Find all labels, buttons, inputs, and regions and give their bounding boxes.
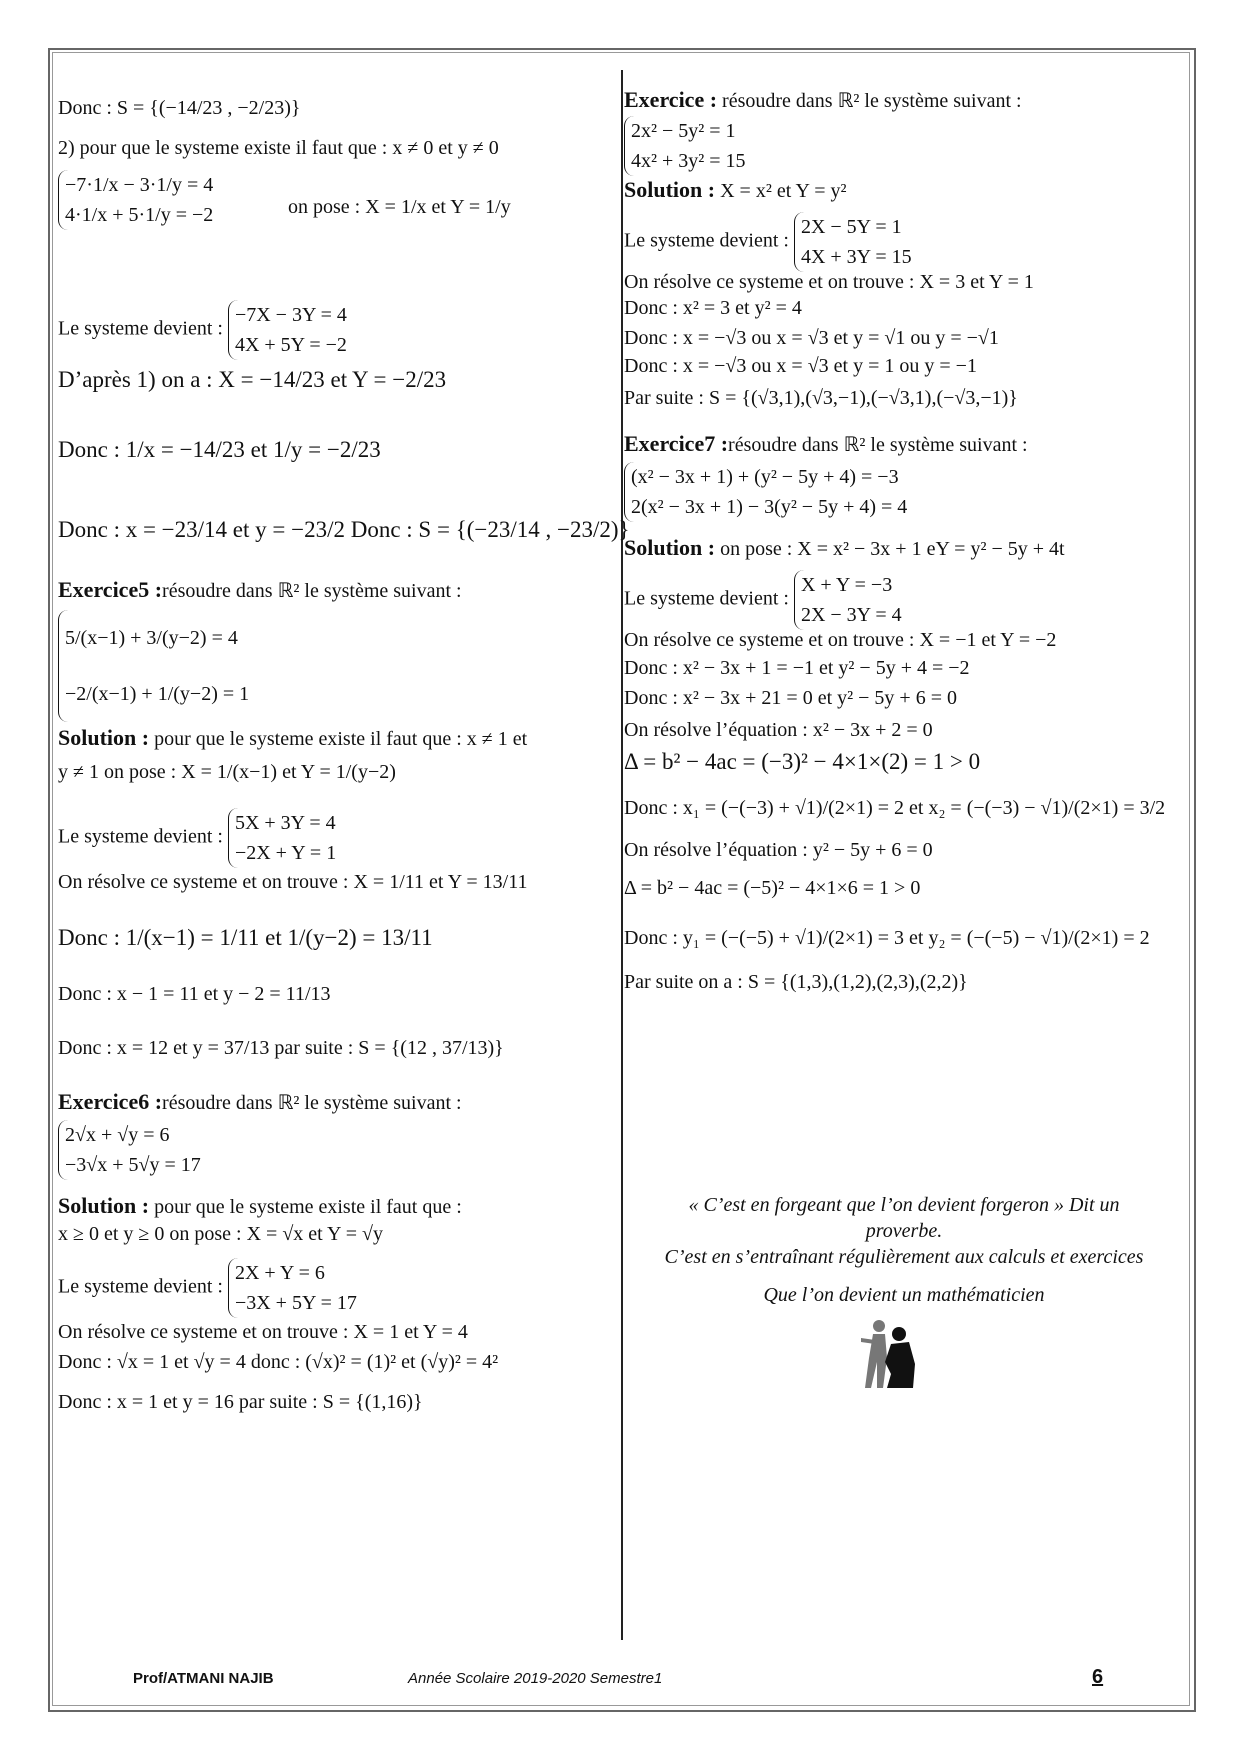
system-r1: 2x² − 5y² = 1 4x² + 3y² = 15 xyxy=(624,116,746,176)
result5-line: Donc : x = 12 et y = 37/13 par suite : S = {(12 , 37/13)} xyxy=(58,1037,504,1059)
system-5: 2√x + √y = 6 −3√x + 5√y = 17 xyxy=(58,1120,201,1180)
column-divider xyxy=(621,70,623,1640)
quote-line-1: « C’est en forgeant que l’on devient forgeron » Dit un xyxy=(688,1194,1120,1216)
trouve-r-line: On résolve ce systeme et on trouve : X = 3 et Y = 1 xyxy=(624,271,1034,293)
system-r2-line: Le systeme devient : 2X − 5Y = 1 4X + 3Y = 15 xyxy=(624,212,912,272)
system-1: −7·1/x − 3·1/y = 4 4·1/x + 5·1/y = −2 xyxy=(58,170,213,230)
trouve7-line: On résolve ce systeme et on trouve : X = −1 et Y = −2 xyxy=(624,629,1057,651)
quote-line-3: C’est en s’entraînant régulièrement aux calculs et exercices xyxy=(664,1246,1144,1268)
trouve5-line: On résolve ce systeme et on trouve : X = 1/11 et Y = 13/11 xyxy=(58,871,528,893)
system-r4-line: Le systeme devient : X + Y = −3 2X − 3Y = 4 xyxy=(624,570,902,630)
substitution-line: on pose : X = 1/x et Y = 1/y xyxy=(288,196,511,218)
solution7-line: Solution : on pose : X = x² − 3x + 1 eY = y² − 5y + 4t xyxy=(624,535,1065,560)
pose6-line: x ≥ 0 et y ≥ 0 on pose : X = √x et Y = √y xyxy=(58,1223,383,1245)
inverse-line: Donc : 1/x = −14/23 et 1/y = −2/23 xyxy=(58,437,381,462)
solution-set-line: Donc : S = {(−14/23 , −2/23)} xyxy=(58,97,301,119)
page-number: 6 xyxy=(1092,1666,1104,1688)
apres-line: D’après 1) on a : X = −14/23 et Y = −2/23 xyxy=(58,367,447,392)
exercice-heading: Exercice : résoudre dans ℝ² le système suivant : xyxy=(624,87,1022,112)
delta-x-line: Δ = b² − 4ac = (−3)² − 4×1×(2) = 1 > 0 xyxy=(624,749,981,774)
quote-line-2: proverbe. xyxy=(865,1220,943,1242)
condition-line: 2) pour que le systeme existe il faut que : x ≠ 0 et y ≠ 0 xyxy=(58,137,499,159)
solution5-line: Solution : pour que le systeme existe il faut que : x ≠ 1 et xyxy=(58,725,528,750)
donc-r2-line: Donc : x = −√3 ou x = √3 et y = √1 ou y = −√1 xyxy=(624,327,999,349)
donc7b-line: Donc : x² − 3x + 21 = 0 et y² − 5y + 6 = 0 xyxy=(624,687,957,709)
final-set-line: Par suite on a : S = {(1,3),(1,2),(2,3),(2,2)} xyxy=(624,971,968,993)
donc-r3-line: Donc : x = −√3 ou x = √3 et y = 1 ou y = −1 xyxy=(624,355,977,377)
equation-x-line: On résolve l’équation : x² − 3x + 2 = 0 xyxy=(624,719,933,741)
pose5-line: y ≠ 1 on pose : X = 1/(x−1) et Y = 1/(y−2) xyxy=(58,761,396,783)
exercice7-heading: Exercice7 :résoudre dans ℝ² le système suivant : xyxy=(624,431,1028,456)
footer-year: Année Scolaire 2019-2020 Semestre1 xyxy=(408,1670,663,1687)
result6-line: Donc : x = 1 et y = 16 par suite : S = {(1,16)} xyxy=(58,1391,423,1413)
system-r3: (x² − 3x + 1) + (y² − 5y + 4) = −3 2(x² − 3x + 1) − 3(y² − 5y + 4) = 4 xyxy=(624,462,907,522)
teacher-student-icon xyxy=(857,1318,917,1390)
trouve6-line: On résolve ce systeme et on trouve : X = 1 et Y = 4 xyxy=(58,1321,468,1343)
solution-r-line: Solution : X = x² et Y = y² xyxy=(624,177,847,202)
equation-y-line: On résolve l’équation : y² − 5y + 6 = 0 xyxy=(624,839,933,861)
solution6-line: Solution : pour que le systeme existe il faut que : xyxy=(58,1193,462,1218)
par-suite-r-line: Par suite : S = {(√3,1),(√3,−1),(−√3,1),(−√3,−1)} xyxy=(624,387,1018,409)
donc5-line: Donc : x − 1 = 11 et y − 2 = 11/13 xyxy=(58,983,331,1005)
delta-y-line: Δ = b² − 4ac = (−5)² − 4×1×6 = 1 > 0 xyxy=(624,877,921,899)
donc-r1-line: Donc : x² = 3 et y² = 4 xyxy=(624,297,802,319)
system-6-line: Le systeme devient : 2X + Y = 6 −3X + 5Y = 17 xyxy=(58,1258,357,1318)
system-4-line: Le systeme devient : 5X + 3Y = 4 −2X + Y = 1 xyxy=(58,808,336,868)
system-devient-line: Le systeme devient : −7X − 3Y = 4 4X + 5Y = −2 xyxy=(58,300,347,360)
inverse5-line: Donc : 1/(x−1) = 1/11 et 1/(y−2) = 13/11 xyxy=(58,925,433,950)
exercice5-heading: Exercice5 :résoudre dans ℝ² le système suivant : xyxy=(58,577,462,602)
donc6-line: Donc : √x = 1 et √y = 4 donc : (√x)² = (1)² et (√y)² = 4² xyxy=(58,1351,499,1373)
roots-x-line: Donc : x₁ = (−(−3) + √1)/(2×1) = 2 et x₂ = (−(−3) − √1)/(2×1) = 3/2 xyxy=(624,797,1166,819)
quote-line-4: Que l’on devient un mathématicien xyxy=(763,1284,1045,1306)
donc7a-line: Donc : x² − 3x + 1 = −1 et y² − 5y + 4 = −2 xyxy=(624,657,970,679)
result-line: Donc : x = −23/14 et y = −23/2 Donc : S = {(−23/14 , −23/2)} xyxy=(58,517,630,542)
footer-author: Prof/ATMANI NAJIB xyxy=(133,1670,274,1687)
exercice6-heading: Exercice6 :résoudre dans ℝ² le système suivant : xyxy=(58,1089,462,1114)
system-3: 5/(x−1) + 3/(y−2) = 4 −2/(x−1) + 1/(y−2) = 1 xyxy=(58,610,249,722)
roots-y-line: Donc : y₁ = (−(−5) + √1)/(2×1) = 3 et y₂ = (−(−5) − √1)/(2×1) = 2 xyxy=(624,927,1150,949)
